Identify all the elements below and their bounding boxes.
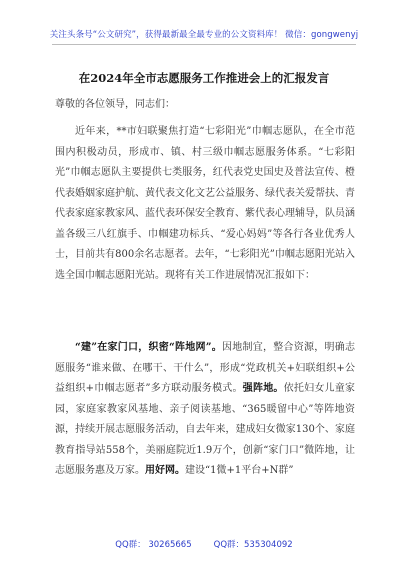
footer-qq-group-1: QQ群： 30265665 [115, 540, 192, 550]
paragraph-build [55, 338, 355, 482]
paragraph-text: 建设“1微+1平台+N群” [185, 465, 294, 476]
paragraph-text: 因地制宜，整合资源，明确志愿服务“谁来做、在哪干、干什么”，形成“党政机关+妇联组织+公益组织+巾帼志愿者”多方联动服务模式。 [55, 342, 355, 394]
paragraph-text: 依托妇女儿童家园，家庭家教家风基地、亲子阅读基地、“365暖留中心”等阵地资源，持续开展志愿服务活动，自去年来，建成妇女微家130个、家庭教育指导站558个，美丽庭院近1.9万个，创新“家门口”微阵地，让志愿服务惠及万家。 [55, 383, 356, 476]
document-title: 在2024年全市志愿服务工作推进会上的汇报发言 [78, 71, 330, 85]
paragraph-subheading: 强阵地。 [242, 383, 284, 394]
page-footer [0, 538, 408, 550]
footer-qq-group-2: QQ群：535304092 [213, 540, 293, 550]
header-divider [52, 44, 356, 45]
salutation: 尊敬的各位领导，同志们： [55, 99, 175, 110]
paragraph-subheading: 用好网。 [145, 465, 185, 476]
paragraph-intro: 近年来，**市妇联聚焦打造“七彩阳光”巾帼志愿队，在全市范围内积极动员，形成市、镇、村三级巾帼志愿服务体系。“七彩阳光”巾帼志愿队主要提供七类服务，红代表党史国史及普法宣传、橙代表婚姻家庭护航、黄代表文化文艺公益服务、绿代表关爱帮扶、青代表家庭家教家风、蓝代表环保安全教育、紫代表心理辅导，队员涵盖各级三八红旗手、巾帼建功标兵、“爱心妈妈”等各行各业优秀人士，目前共有800余名志愿者。去年，“七彩阳光”巾帼志愿阳光站入选全国巾帼志愿阳光站。现将有关工作进展情况汇报如下： [55, 126, 355, 281]
page-header: 关注头条号“公文研究”，获得最新最全最专业的公文资料库！ 微信：gongwenyj [49, 30, 359, 40]
paragraph-heading: “建”在家门口，织密“阵地网”。 [75, 342, 222, 353]
